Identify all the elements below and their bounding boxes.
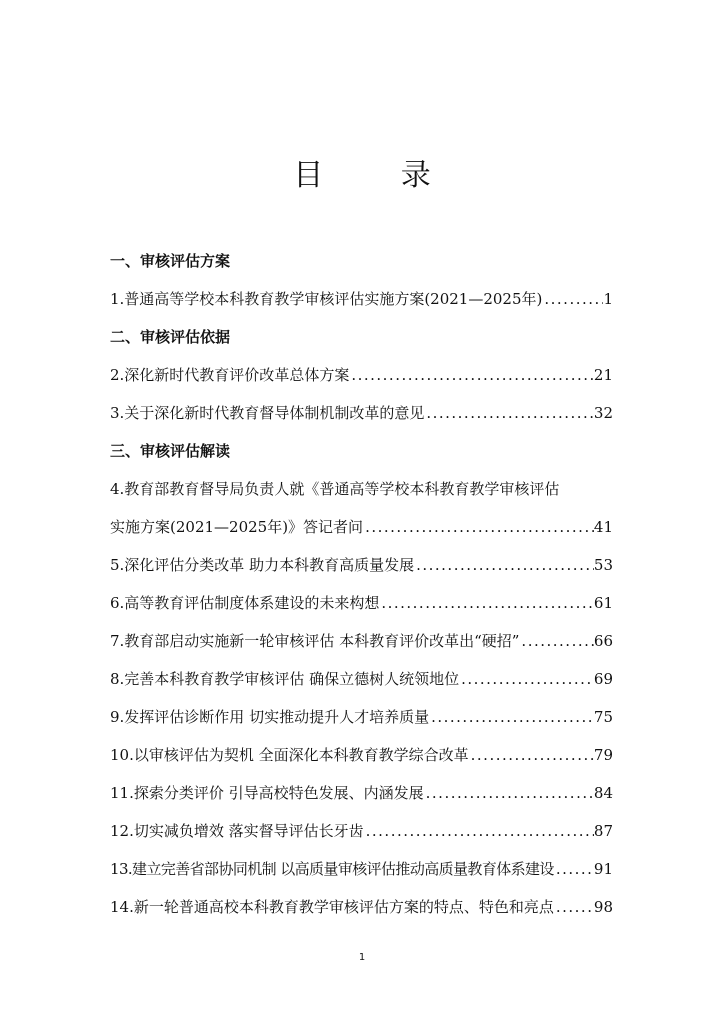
- toc-entry-14[interactable]: [110, 894, 613, 921]
- toc-entry-5[interactable]: [110, 552, 613, 579]
- toc-entry-11[interactable]: [110, 780, 613, 807]
- dot-leader: [363, 514, 594, 541]
- toc-entry-page: 66: [593, 632, 613, 650]
- toc-entry-page: 41: [593, 518, 613, 536]
- toc-entry-page: 61: [593, 594, 613, 612]
- toc-entry-page: 84: [593, 784, 613, 802]
- toc-entry-page: 98: [593, 898, 613, 916]
- toc-entry-title: 7.教育部启动实施新一轮审核评估 本科教育评价改革出“硬招”: [110, 632, 520, 650]
- toc-entry-page: 79: [593, 746, 613, 764]
- toc-entry-title: 9.发挥评估诊断作用 切实推动提升人才培养质量: [110, 708, 430, 726]
- toc-entry-page: 69: [593, 670, 613, 688]
- dot-leader: [364, 818, 594, 845]
- toc-entry-page: 32: [593, 404, 613, 422]
- toc-entry-3[interactable]: [110, 400, 613, 427]
- toc-entry-page: 1: [603, 290, 613, 308]
- dot-leader: [414, 552, 594, 579]
- toc-entry-page: 75: [593, 708, 613, 726]
- table-of-contents: [110, 248, 613, 932]
- toc-entry-1[interactable]: [110, 286, 613, 313]
- toc-entry-10[interactable]: [110, 742, 613, 769]
- toc-entry-2[interactable]: [110, 362, 613, 389]
- toc-entry-title: 14.新一轮普通高校本科教育教学审核评估方案的特点、特色和亮点: [110, 898, 554, 916]
- toc-entry-7[interactable]: [110, 628, 613, 655]
- toc-entry-page: 21: [593, 366, 613, 384]
- toc-entry-page: 91: [593, 860, 613, 878]
- toc-entry-9[interactable]: [110, 704, 613, 731]
- toc-entry-title: 10.以审核评估为契机 全面深化本科教育教学综合改革: [110, 746, 469, 764]
- toc-entry-title: 6.高等教育评估制度体系建设的未来构想: [110, 594, 380, 612]
- dot-leader: [469, 742, 594, 769]
- toc-entry-title: 11.探索分类评价 引导高校特色发展、内涵发展: [110, 784, 424, 802]
- dot-leader: [424, 400, 594, 427]
- toc-entry-title: 12.切实减负增效 落实督导评估长牙齿: [110, 822, 364, 840]
- page-number: 1: [358, 952, 366, 963]
- toc-entry-title: 1.普通高等学校本科教育教学审核评估实施方案(2021—2025年): [110, 290, 543, 308]
- dot-leader: [349, 362, 594, 389]
- toc-entry-12[interactable]: [110, 818, 613, 845]
- dot-leader: [429, 704, 594, 731]
- toc-entry-title: 13.建立完善省部协同机制 以高质量审核评估推动高质量教育体系建设: [110, 860, 554, 878]
- toc-entry-4[interactable]: [110, 514, 613, 541]
- dot-leader: [379, 590, 594, 617]
- section-heading-interpretation: 三、审核评估解读: [110, 442, 231, 460]
- dot-leader: [542, 286, 603, 313]
- dot-leader: [424, 780, 594, 807]
- dot-leader: [554, 856, 594, 883]
- toc-entry-title: 2.深化新时代教育评价改革总体方案: [110, 366, 350, 384]
- toc-entry-6[interactable]: [110, 590, 613, 617]
- toc-entry-page: 53: [593, 556, 613, 574]
- toc-entry-4-line1[interactable]: 4.教育部教育督导局负责人就《普通高等学校本科教育教学审核评估: [110, 480, 560, 498]
- dot-leader: [459, 666, 594, 693]
- toc-entry-title: 3.关于深化新时代教育督导体制机制改革的意见: [110, 404, 425, 422]
- toc-entry-title: 实施方案(2021—2025年)》答记者问: [110, 518, 364, 536]
- toc-entry-title: 5.深化评估分类改革 助力本科教育高质量发展: [110, 556, 415, 574]
- section-heading-basis: 二、审核评估依据: [110, 328, 231, 346]
- toc-entry-13[interactable]: [110, 856, 613, 883]
- dot-leader: [554, 894, 594, 921]
- toc-title: 目 录: [293, 158, 465, 193]
- toc-entry-8[interactable]: [110, 666, 613, 693]
- toc-entry-page: 87: [593, 822, 613, 840]
- dot-leader: [519, 628, 593, 655]
- toc-entry-title: 8.完善本科教育教学审核评估 确保立德树人统领地位: [110, 670, 460, 688]
- section-heading-plan: 一、审核评估方案: [110, 252, 231, 270]
